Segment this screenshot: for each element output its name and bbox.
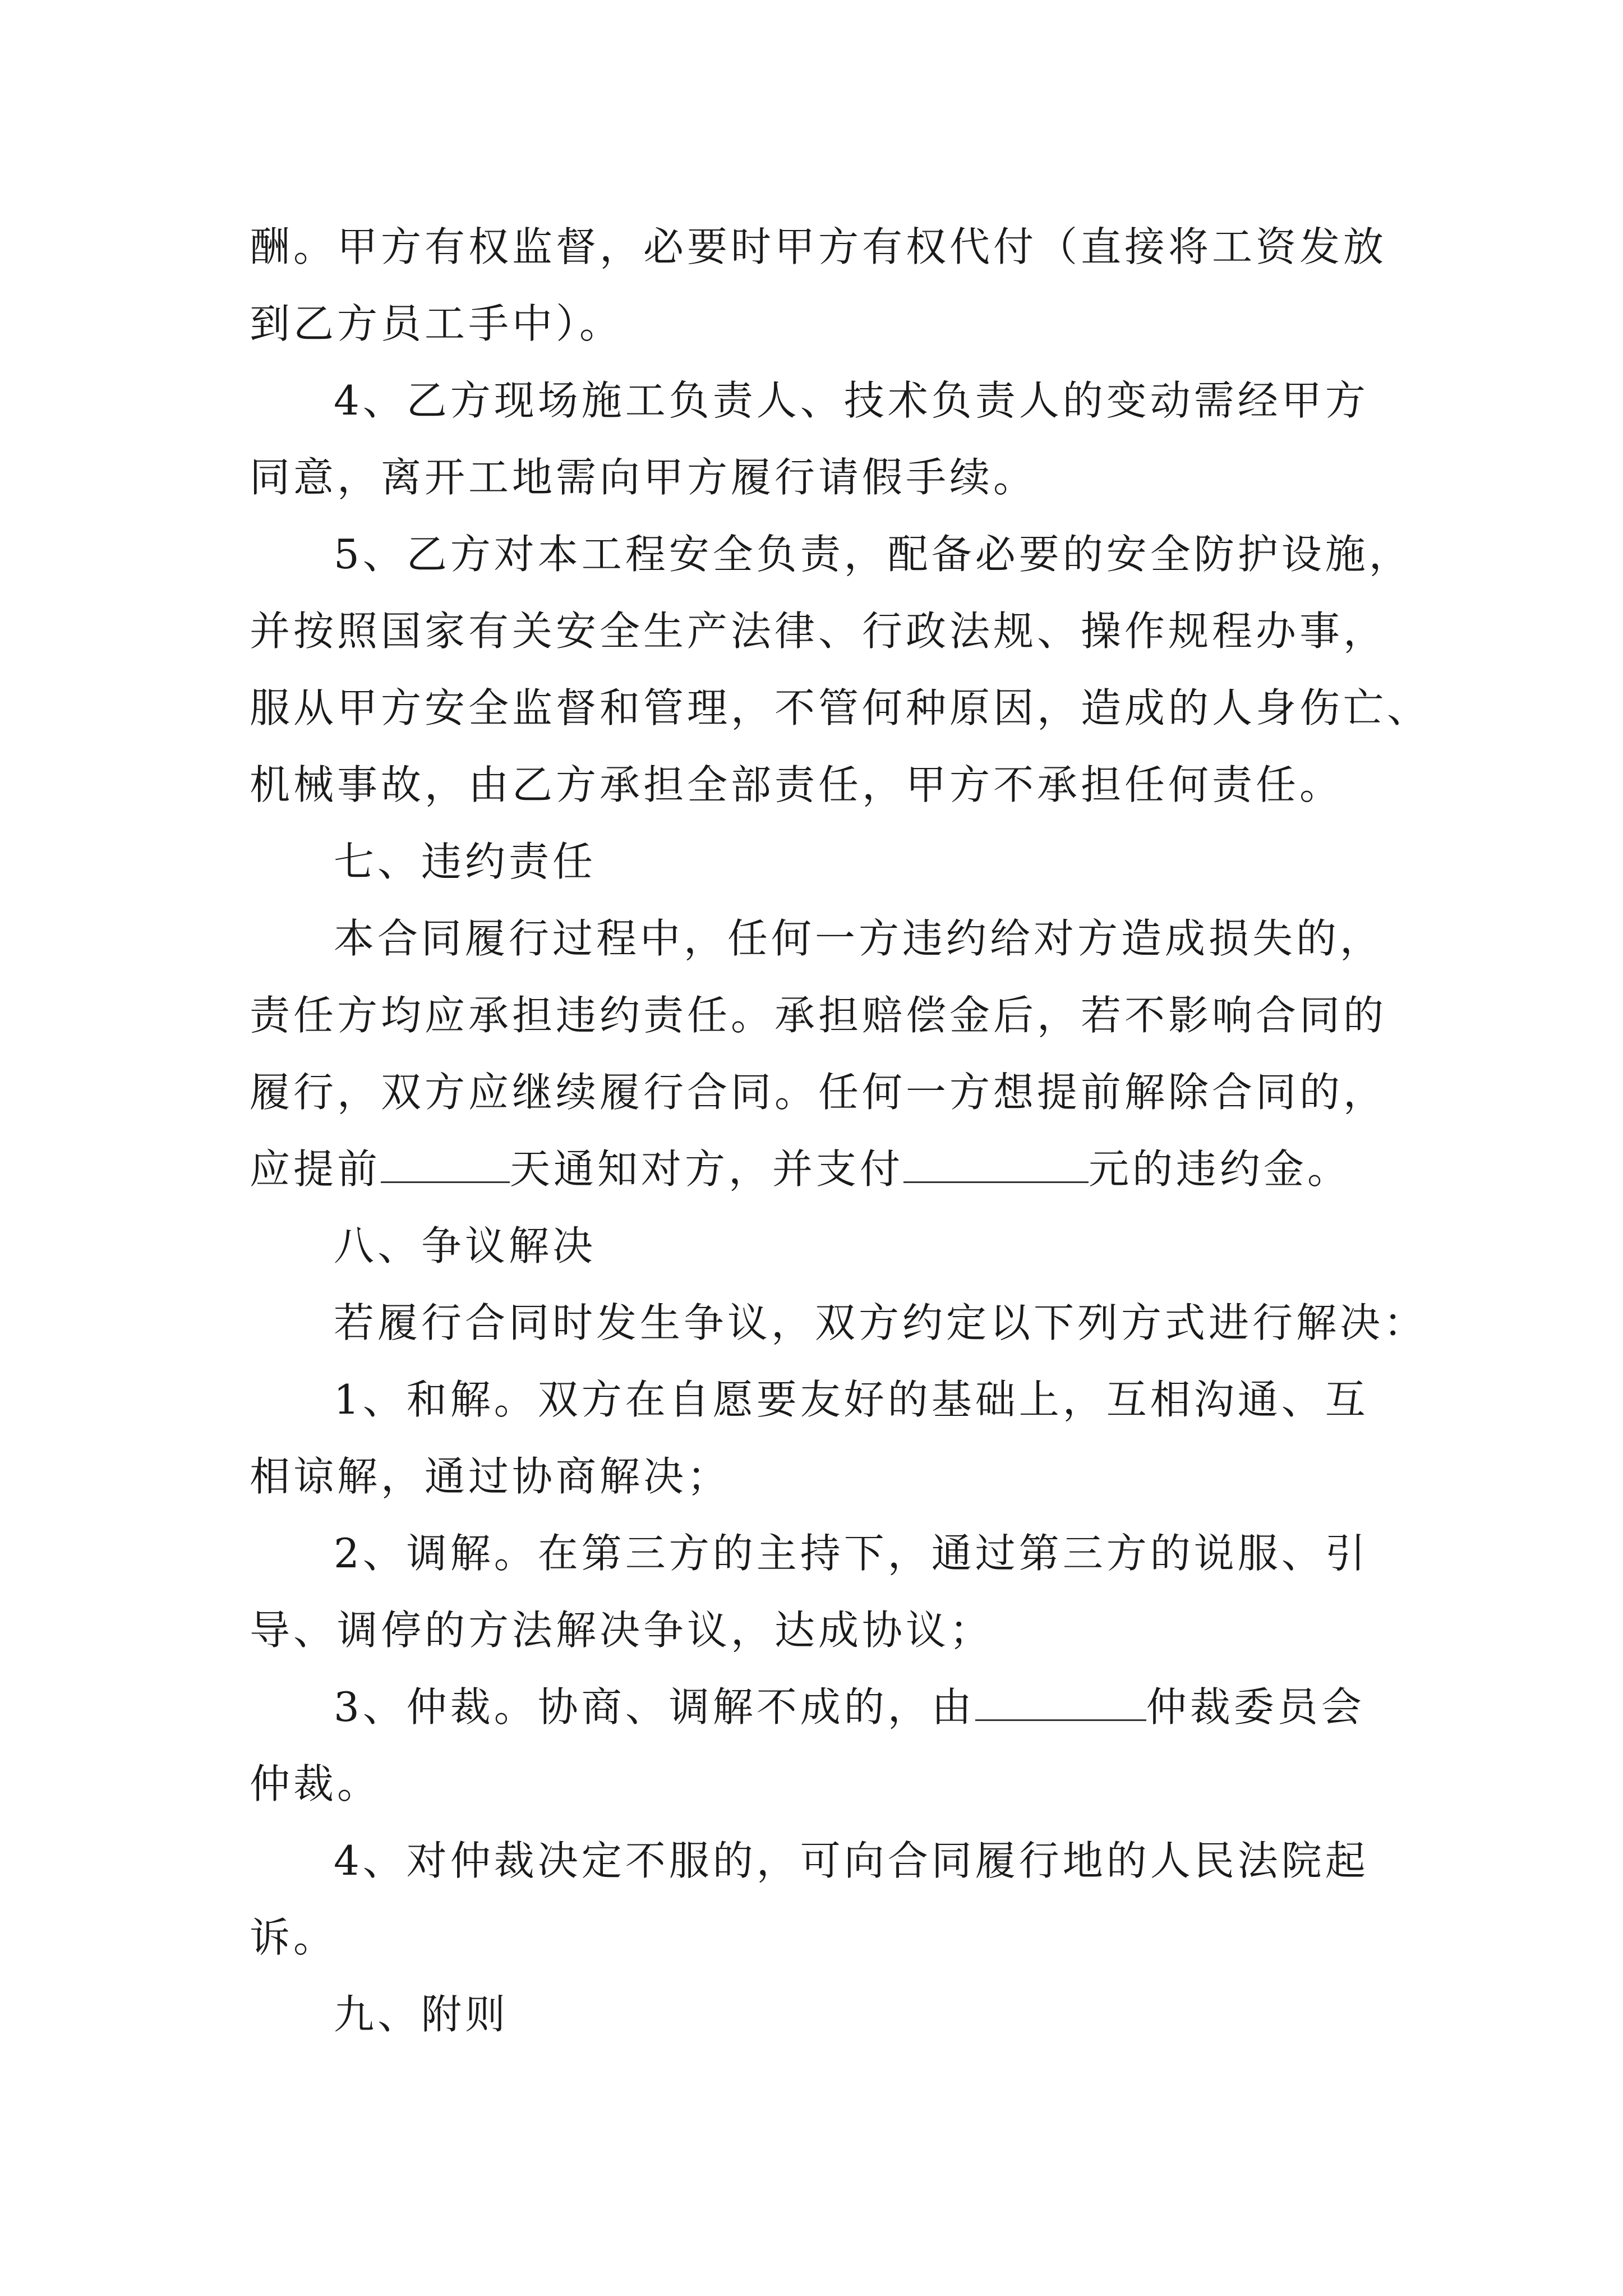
notice-days-blank: [381, 1149, 510, 1183]
notice-text-1: 应提前: [250, 1145, 381, 1193]
section-heading-breach: 七、违约责任: [334, 838, 597, 885]
section-heading-supplementary: 九、附则: [334, 1991, 509, 2038]
paragraph-line: 到乙方员工手中）。: [250, 300, 624, 347]
paragraph-line: 并按照国家有关安全生产法律、行政法规、操作规程办事，: [250, 608, 1387, 655]
penalty-amount-blank: [903, 1149, 1089, 1183]
paragraph-line: 责任方均应承担违约责任。承担赔偿金后，若不影响合同的: [250, 992, 1387, 1039]
document-body: [250, 209, 1431, 2053]
paragraph-line: 仲裁。: [250, 1760, 381, 1807]
notice-text-3: 元的违约金。: [1089, 1145, 1352, 1193]
clause-2-line: 2、调解。在第三方的主持下，通过第三方的说服、引: [334, 1530, 1369, 1577]
paragraph-line: 酬。甲方有权监督，必要时甲方有权代付（直接将工资发放: [250, 223, 1387, 270]
paragraph-line: 诉。: [250, 1914, 338, 1961]
paragraph-line: 本合同履行过程中，任何一方违约给对方造成损失的，: [334, 915, 1384, 962]
arbitration-line: [250, 1669, 1377, 1746]
clause-4-lawsuit-line: 4、对仲裁决定不服的，可向合同履行地的人民法院起: [334, 1837, 1369, 1884]
paragraph-line: 导、调停的方法解决争议，达成协议；: [250, 1607, 994, 1654]
paragraph-line: 相谅解，通过协商解决；: [250, 1453, 731, 1500]
arbitration-text-1: 3、仲裁。协商、调解不成的，由: [334, 1683, 975, 1731]
paragraph-line: 履行，双方应继续履行合同。任何一方想提前解除合同的，: [250, 1069, 1387, 1116]
paragraph-line: 服从甲方安全监督和管理，不管何种原因，造成的人身伤亡、: [250, 684, 1431, 731]
section-heading-dispute: 八、争议解决: [334, 1222, 597, 1269]
paragraph-line: 同意，离开工地需向甲方履行请假手续。: [250, 454, 1038, 501]
paragraph-line: 若履行合同时发生争议，双方约定以下列方式进行解决：: [334, 1299, 1428, 1346]
arbitration-committee-blank: [975, 1687, 1146, 1721]
clause-1-line: 1、和解。双方在自愿要友好的基础上，互相沟通、互: [334, 1376, 1369, 1423]
clause-5-line: 5、乙方对本工程安全负责，配备必要的安全防护设施，: [334, 531, 1413, 578]
notice-text-2: 天通知对方，并支付: [510, 1145, 904, 1193]
notice-period-line: [250, 1131, 1377, 1208]
clause-4-line: 4、乙方现场施工负责人、技术负责人的变动需经甲方: [334, 377, 1369, 424]
arbitration-text-2: 仲裁委员会: [1146, 1683, 1365, 1731]
paragraph-line: 机械事故，由乙方承担全部责任，甲方不承担任何责任。: [250, 761, 1344, 808]
